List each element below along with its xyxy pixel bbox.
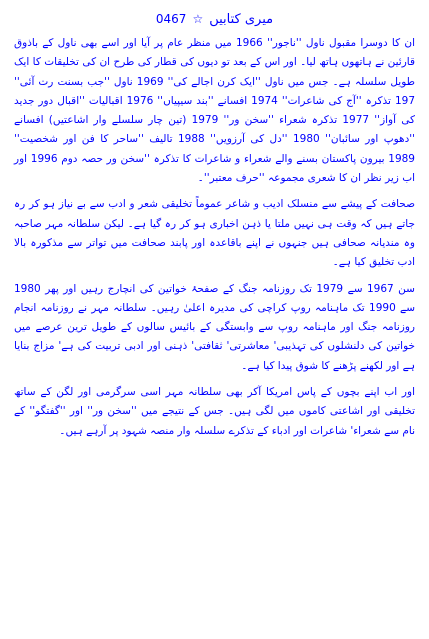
page-number: 0467 [155,12,187,26]
paragraph-america: اور اب اپنے بچوں کے پاس امریکا آکر بھی سلطانہ مہر اسی سرگرمی اور لگن کے ساتھ تخلیقی اور اشاعتی کاموں میں لگی ہیں۔ جس کے نتیجے میں ''سخن ور'' اور ''گفتگو'' کے نام سے شعراء' شاعرات اور ادباء کے تذکرے سلسلہ وار منصہ شہود پر آرہے ہیں۔ [14,386,415,437]
paragraph-career: سن 1967 سے 1979 تک روزنامہ جنگ کے صفحۂ خواتین کی انچارج رہیں اور پھر 1980 سے 1990 تک ماہنامہ روپ کراچی کی مدیرہ اعلیٰ رہیں۔ سلطانہ مہر نے روزنامہ انجام روزنامہ جنگ اور ماہنامہ روپ سے وابستگی کے بائیس سالوں کے طویل ترین عرصے میں خواتین کی دلنشلوں کی تہذیبی' معاشرتی' ثقافتی' ذہنی اور ادبی تربیت کی ہے' مزاج بنایا ہے اور لکھنے پڑھنے کا شوق پیدا کیا ہے۔ [14,282,415,372]
paragraph-journalism: صحافت کے پیشے سے منسلک ادیب و شاعر عموماً تخلیقی شعر و ادب سے بے نیاز ہو کر رہ جاتے ہیں کہ وقت ہی نہیں ملتا یا ذہن اخباری ہو کر رہ گیا ہے۔ لیکن سلطانہ مہر صاحبہ وہ مندیانہ صحافی ہیں جنہوں نے اپنے باقاعدہ اور پابند صحافت میں تواتر سے مذکورہ بالا ادب تخلیق کیا ہے۔ [14,198,415,269]
star-icon: ☆ [192,12,204,26]
paragraph-works: ان کا دوسرا مقبول ناول ''ناجور'' 1966 میں منظر عام پر آیا اور اسے بھی ناول کے باذوق قارئین نے ہاتھوں ہاتھ لیا۔ اور اس کے بعد تو دیوں کی قطار کی طرح ان کی تخلیقات کا ایک طویل سلسلہ ہے۔ جس میں ناول ''ایک کرن اجالے کی'' 1969 ناول ''جب بسنت رت آئی'' 197 تذکرہ ''آج کی شاعرات'' 1974 افسانے ''بند سیپیاں'' 1976 اقبالیات ''اقبال دور جدید کی آواز'' 1977 تذکرہ شعراء ''سخن ور'' 1979 (تین چار سلسلے وار اشاعتیں) افسانے ''دھوپ اور سائبان'' 1980 ''دل کی آرزویں'' 1988 تالیف ''ساحر کا فن اور شخصیت'' 1989 بیرون پاکستان بسنے والے شعراء و شاعرات کا تذکرہ ''سخن ور حصہ دوم 1996 اور اب زیر نظر ان کا شعری مجموعہ ''حرف معتبر''۔ [14,37,416,185]
article-body [14,34,415,441]
page-header [14,8,415,30]
book-title: میری کتابیں [209,11,274,27]
